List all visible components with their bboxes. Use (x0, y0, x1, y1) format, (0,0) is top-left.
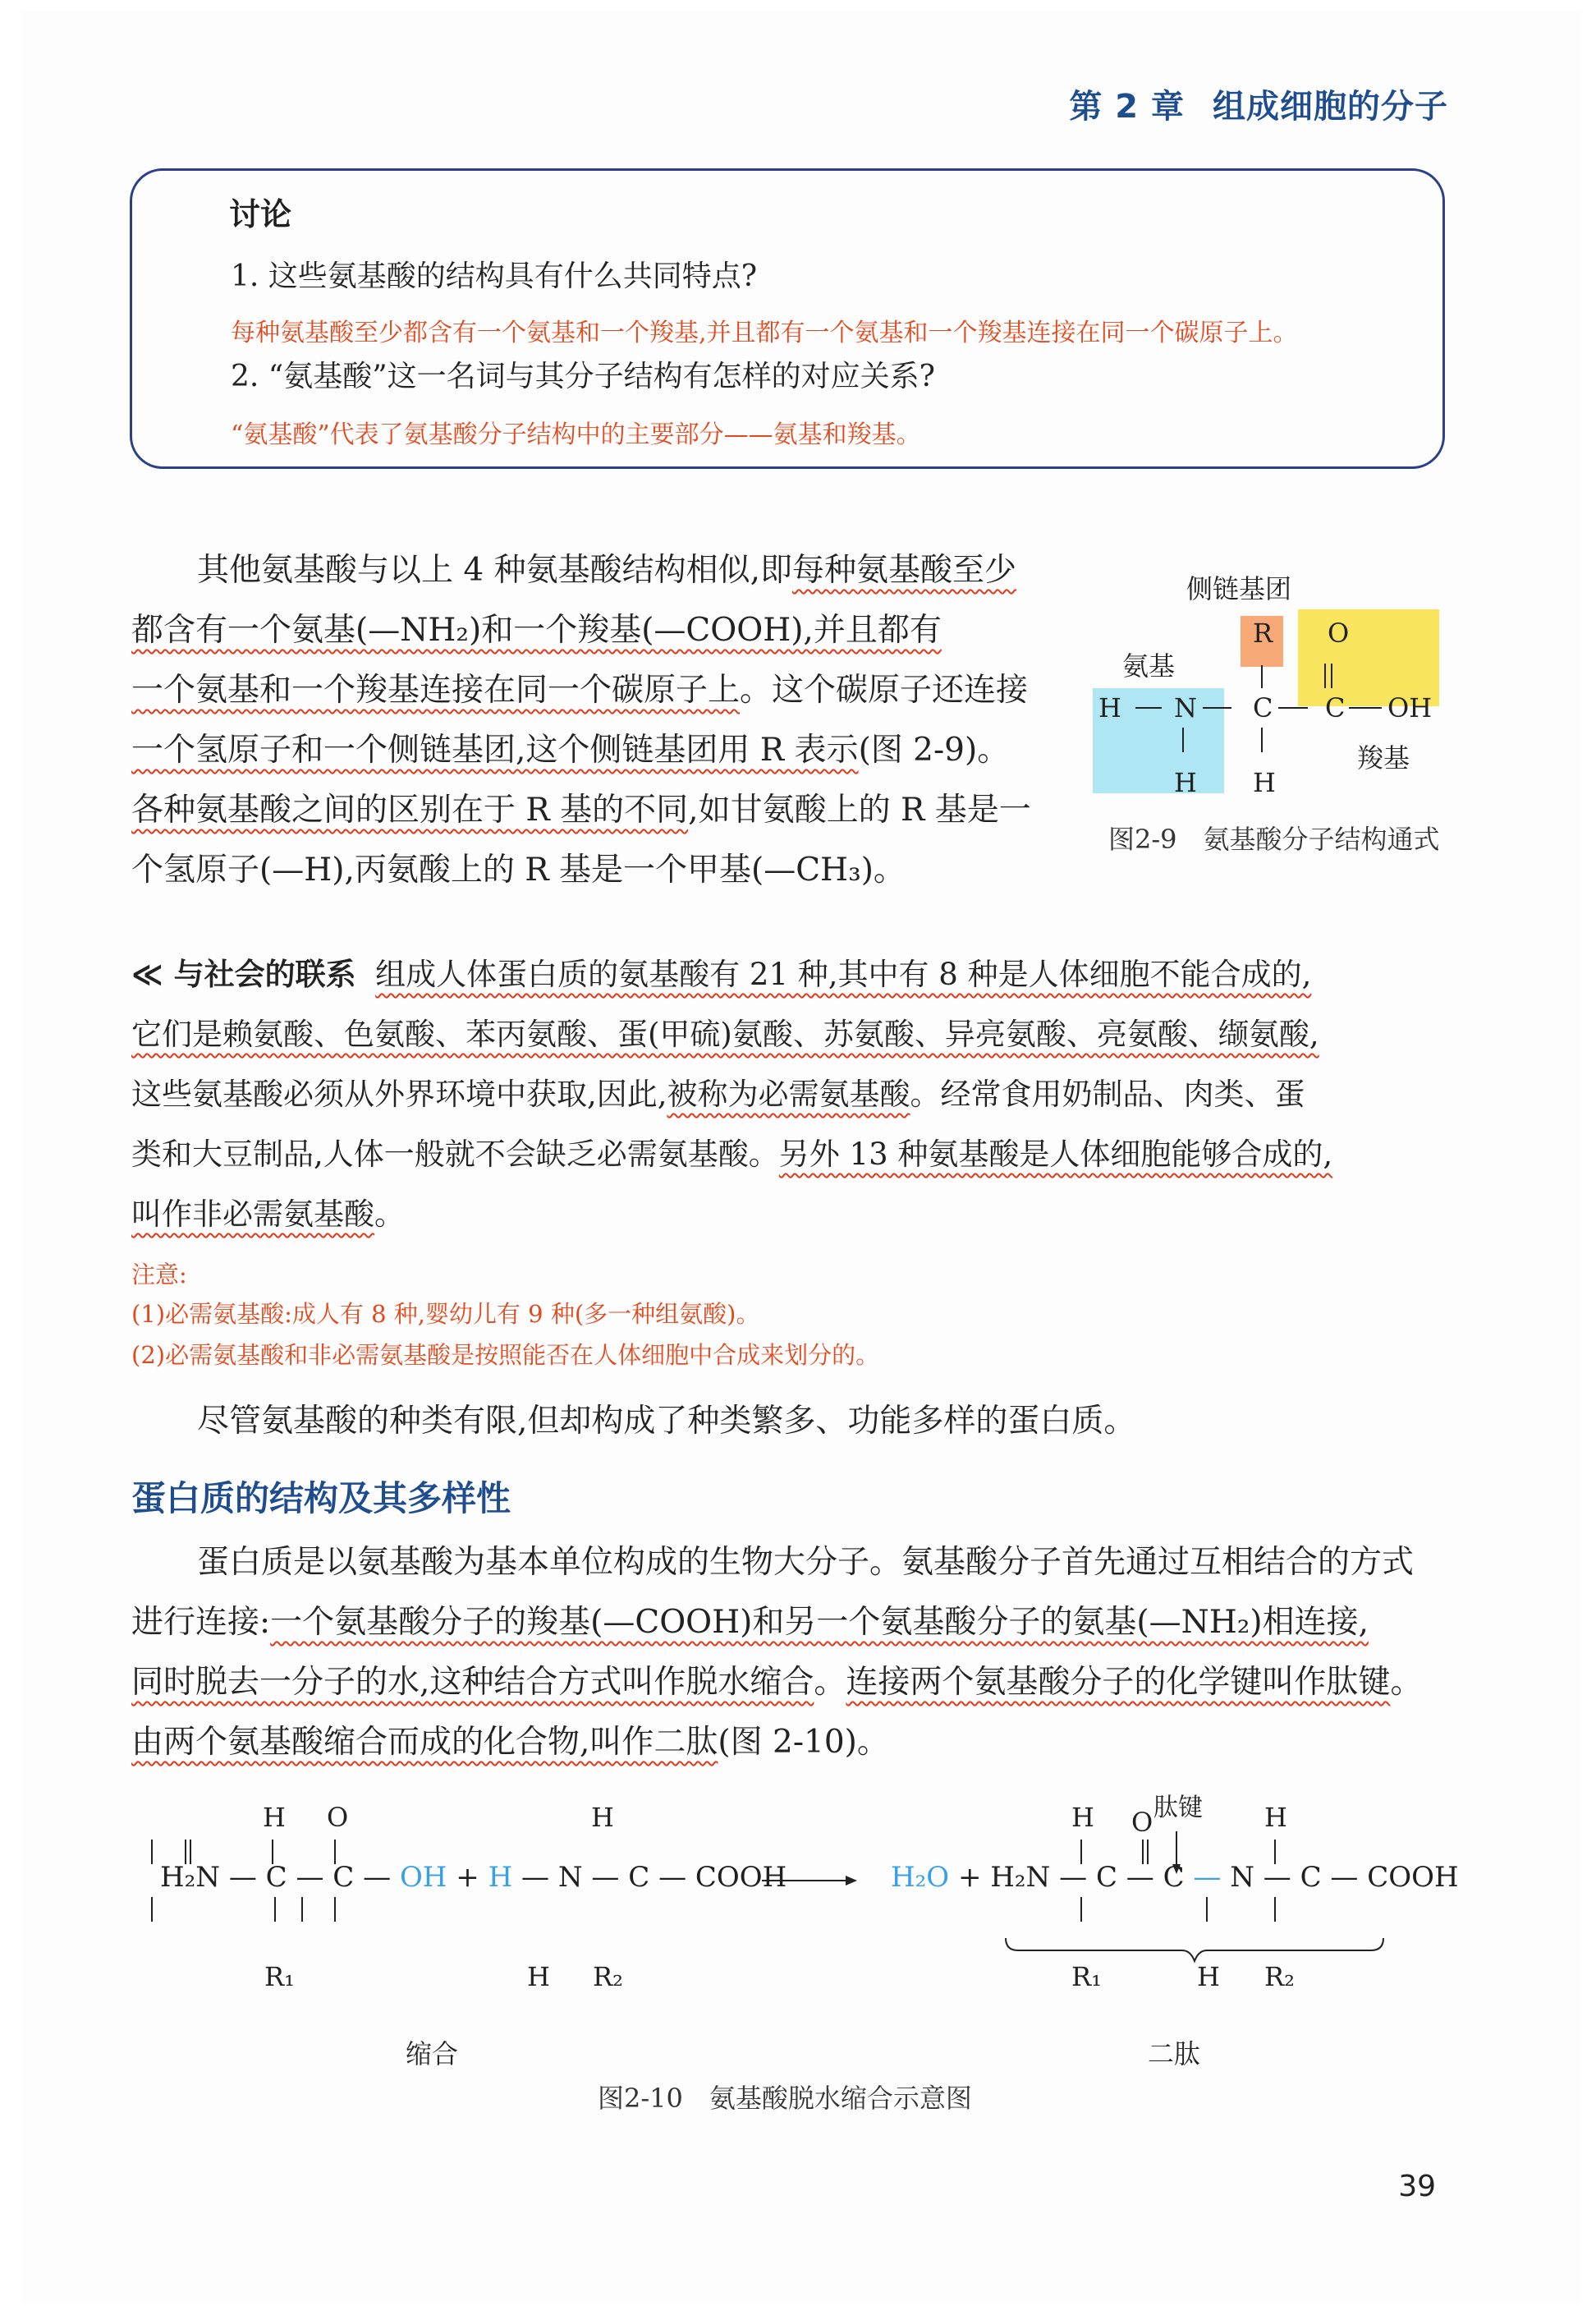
para1-line1-emph: 每种氨基酸至少 (792, 552, 1017, 589)
dipeptide-amino: H₂N (990, 1861, 1051, 1894)
discussion-box (130, 168, 1445, 469)
label-side-chain: 侧链基团 (1186, 573, 1292, 604)
plus-1: + (456, 1861, 479, 1894)
dipeptide-c3: C (1300, 1861, 1322, 1894)
atom-n: N (1174, 692, 1197, 723)
chapter-number: 第 2 章 (1069, 88, 1185, 126)
right-cooh: COOH (695, 1861, 787, 1894)
discussion-question-1: 1. 这些氨基酸的结构具有什么共同特点? (231, 260, 758, 293)
dipeptide-c1: C (1095, 1861, 1117, 1894)
dipeptide-r1: R₁ (1071, 1961, 1102, 1992)
paragraph-protein-variety: 尽管氨基酸的种类有限,但却构成了种类繁多、功能多样的蛋白质。 (197, 1403, 1136, 1440)
para3-line4: (图 2-10)。 (718, 1724, 889, 1761)
society-line5: 。 (374, 1197, 405, 1232)
discussion-question-2: 2. “氨基酸”这一名词与其分子结构有怎样的对应关系? (231, 360, 935, 393)
discussion-answer-2: “氨基酸”代表了氨基酸分子结构中的主要部分——氨基和羧基。 (231, 420, 921, 449)
note-item-2: (2)必需氨基酸和非必需氨基酸是按照能否在人体细胞中合成来划分的。 (131, 1341, 880, 1369)
figure-2-10-caption: 图2-10 氨基酸脱水缩合示意图 (598, 2083, 972, 2114)
product-equation: H₂O + H₂N — C — C — N — C — COOH (891, 1861, 1459, 1894)
dipeptide-r2: R₂ (1264, 1961, 1295, 1992)
atom-c-carboxyl: C (1325, 692, 1346, 723)
left-r1: R₁ (264, 1961, 295, 1992)
label-dipeptide: 二肽 (1148, 2038, 1201, 2069)
dipeptide-cooh: COOH (1367, 1861, 1459, 1894)
para1-line5-emph: 各种氨基酸之间的区别在于 R 基的不同 (131, 792, 689, 829)
atom-r: R (1253, 618, 1273, 649)
society-line3: 这些氨基酸必须从外界环境中获取,因此, (131, 1077, 667, 1112)
right-c-alpha: C (628, 1861, 650, 1894)
left-c-alpha: C (265, 1861, 287, 1894)
plus-2: + (957, 1861, 982, 1894)
discussion-title: 讨论 (229, 196, 292, 232)
para1-line1: 其他氨基酸与以上 4 种氨基酸结构相似,即 (197, 552, 793, 589)
dipeptide-top-h2: H (1264, 1802, 1287, 1833)
para3-line1: 蛋白质是以氨基酸为基本单位构成的生物大分子。氨基酸分子首先通过互相结合的方式 (197, 1544, 1415, 1581)
left-top-o: O (327, 1802, 349, 1833)
section-title: 蛋白质的结构及其多样性 (131, 1478, 511, 1518)
para3-line3-sep: 。 (814, 1664, 846, 1701)
atom-oh: OH (1387, 692, 1433, 723)
right-top-h: H (591, 1802, 614, 1833)
society-line5-emph: 叫作非必需氨基酸 (131, 1197, 374, 1232)
label-condense: 缩合 (406, 2038, 459, 2069)
atom-h-left: H (1098, 692, 1121, 723)
atom-h-n: H (1174, 767, 1197, 798)
dipeptide-n: N (1230, 1861, 1254, 1894)
society-line1: 组成人体蛋白质的氨基酸有 21 种,其中有 8 种是人体细胞不能合成的, (375, 957, 1312, 992)
atom-o: O (1328, 618, 1350, 649)
right-n: N (557, 1861, 583, 1894)
note-item-1: (1)必需氨基酸:成人有 8 种,婴幼儿有 9 种(多一种组氨酸)。 (131, 1300, 760, 1328)
para3-line4-emph: 由两个氨基酸缩合而成的化合物,叫作二肽 (131, 1724, 718, 1761)
society-line4: 类和大豆制品,人体一般就不会缺乏必需氨基酸。 (131, 1137, 779, 1172)
page-number: 39 (1398, 2170, 1436, 2203)
society-line3-emph: 被称为必需氨基酸 (667, 1077, 910, 1112)
society-connection (131, 944, 1453, 1244)
paragraph-protein-structure (131, 1532, 1453, 1772)
para1-line3: 。这个碳原子还连接 (740, 672, 1029, 709)
left-oh: OH (399, 1861, 447, 1894)
society-label: ≪ 与社会的联系 (131, 957, 356, 992)
para1-line6: 个氢原子(—H),丙氨酸上的 R 基是一个甲基(—CH₃)。 (131, 852, 906, 889)
atom-h-c: H (1253, 767, 1276, 798)
para3-line2: 进行连接: (131, 1604, 271, 1641)
society-line4-emph: 另外 13 种氨基酸是人体细胞能够合成的, (778, 1137, 1333, 1172)
label-amino: 氨基 (1122, 650, 1176, 682)
left-top-h: H (263, 1802, 286, 1833)
society-line3-end: 。经常食用奶制品、肉类、蛋 (910, 1077, 1305, 1112)
para3-line3-emph2: 连接两个氨基酸分子的化学键叫作肽键 (846, 1664, 1391, 1701)
right-r2: R₂ (593, 1961, 623, 1992)
para3-line3-end: 。 (1390, 1664, 1423, 1701)
dipeptide-bottom-h: H (1197, 1961, 1220, 1992)
label-carboxyl: 羧基 (1357, 742, 1410, 774)
chapter-header (1069, 80, 1448, 127)
atom-c-alpha: C (1253, 692, 1273, 723)
para3-line2-emph: 一个氨基酸分子的羧基(—COOH)和另一个氨基酸分子的氨基(—NH₂)相连接, (270, 1604, 1369, 1641)
dipeptide-c2: C (1163, 1861, 1185, 1894)
figure-2-9-caption: 图2-9 氨基酸分子结构通式 (1108, 824, 1440, 855)
society-line2: 它们是赖氨酸、色氨酸、苯丙氨酸、蛋(甲硫)氨酸、苏氨酸、异亮氨酸、亮氨酸、缬氨酸, (131, 1017, 1319, 1052)
paragraph-amino-structure (131, 540, 1075, 900)
note-title: 注意: (131, 1261, 187, 1288)
dipeptide-top-o: O (1131, 1807, 1153, 1838)
chapter-title: 组成细胞的分子 (1213, 88, 1448, 126)
dipeptide-top-h: H (1071, 1802, 1094, 1833)
para1-line3-emph: 一个氨基和一个羧基连接在同一个碳原子上 (131, 672, 741, 709)
water: H₂O (891, 1861, 950, 1894)
para1-line2: 都含有一个氨基(—NH₂)和一个羧基(—COOH),并且都有 (131, 612, 942, 649)
right-bottom-h: H (527, 1961, 550, 1992)
discussion-answer-1: 每种氨基酸至少都含有一个氨基和一个羧基,并且都有一个氨基和一个羧基连接在同一个碳原子上。 (231, 319, 1298, 347)
peptide-bond-label: 肽键 (1153, 1794, 1203, 1822)
para1-line5: ,如甘氨酸上的 R 基是一 (688, 792, 1031, 829)
left-amino: H₂N (160, 1861, 221, 1894)
para3-line3-emph: 同时脱去一分子的水,这种结合方式叫作脱水缩合 (131, 1664, 814, 1701)
para1-line4-emph: 一个氢原子和一个侧链基团,这个侧链基团用 R 表示 (131, 732, 859, 769)
right-h: H (488, 1861, 513, 1894)
left-c-carboxyl: C (332, 1861, 355, 1894)
reaction-equation: H₂N — C — C — OH + H — N — C — COOH (160, 1861, 787, 1894)
para1-line4: (图 2-9)。 (858, 732, 1010, 769)
